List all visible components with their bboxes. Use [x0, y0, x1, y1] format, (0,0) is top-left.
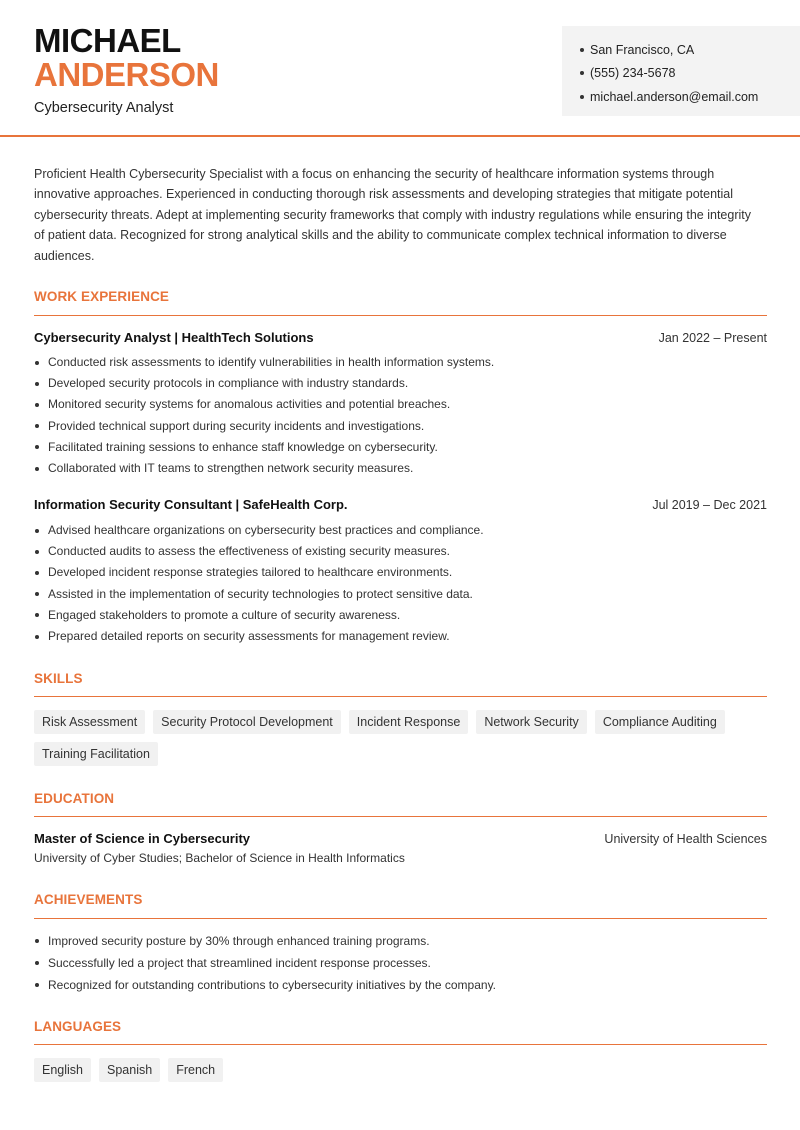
contact-location [580, 38, 800, 62]
bullet-icon [35, 939, 39, 943]
bullet-icon [35, 424, 39, 428]
list-item [34, 394, 767, 415]
job-header [34, 497, 767, 512]
list-item-text: Monitored security systems for anomalous activities and potential breaches. [48, 397, 451, 412]
skill-chip: Training Facilitation [34, 742, 158, 766]
list-item [34, 520, 767, 541]
language-chip: French [168, 1058, 223, 1082]
job-date: Jan 2022 – Present [658, 331, 767, 345]
languages-list [34, 1058, 767, 1082]
job-bullets [34, 520, 767, 647]
list-item-text: Facilitated training sessions to enhance staff knowledge on cybersecurity. [48, 439, 438, 454]
first-name: MICHAEL [34, 22, 181, 59]
list-item-text: Developed security protocols in compliance with industry standards. [48, 376, 409, 391]
section-title-education: EDUCATION [34, 791, 115, 806]
bullet-icon [35, 613, 39, 617]
skills-list [34, 710, 767, 766]
list-item-text: Conducted risk assessments to identify vulnerabilities in health information systems. [48, 355, 495, 369]
skill-chip: Security Protocol Development [153, 710, 341, 734]
contact-location-text: San Francisco, CA [590, 42, 695, 57]
section-title-languages: LANGUAGES [34, 1019, 122, 1034]
education-detail: University of Cyber Studies; Bachelor of Science in Health Informatics [34, 851, 405, 865]
section-divider [34, 816, 767, 817]
section-title-work: WORK EXPERIENCE [34, 289, 170, 304]
contact-phone-text: (555) 234-5678 [590, 66, 676, 81]
list-item [34, 605, 767, 626]
list-item [34, 562, 767, 583]
bullet-icon [580, 95, 584, 99]
list-item [34, 584, 767, 605]
bullet-icon [580, 71, 584, 75]
bullet-icon [35, 382, 39, 386]
list-item [34, 541, 767, 562]
list-item-text: Conducted audits to assess the effectiveness of existing security measures. [48, 544, 450, 559]
bullet-icon [35, 550, 39, 554]
bullet-icon [35, 983, 39, 987]
bullet-icon [580, 48, 584, 52]
section-divider [34, 1044, 767, 1045]
list-item-text: Collaborated with IT teams to strengthen network security measures. [48, 460, 414, 475]
job-date: Jul 2019 – Dec 2021 [652, 498, 767, 512]
bullet-icon [35, 467, 39, 471]
list-item-text: Recognized for outstanding contributions to cybersecurity initiatives by the company. [48, 978, 497, 992]
education-header [34, 831, 767, 846]
contact-phone [580, 62, 800, 86]
language-chip: Spanish [99, 1058, 160, 1082]
summary: Proficient Health Cybersecurity Specialist with a focus on enhancing the security of healthcare information systems through innovative approaches. Experienced in conducting thorough risk assessments and developing strategies that mitigate potential cybersecurity threats. Adept at implementing security frameworks that comply with industry regulations while ensuring the integrity of patient data. Recognized for strong analytical skills and the ability to communicate complex technical information to diverse audiences. [34, 167, 751, 263]
list-item [34, 373, 767, 394]
job-bullets [34, 352, 767, 479]
bullet-icon [35, 361, 39, 365]
skill-chip: Compliance Auditing [595, 710, 725, 734]
bullet-icon [35, 635, 39, 639]
list-item-text: Assisted in the implementation of security technologies to protect sensitive data. [48, 586, 473, 601]
list-item-text: Advised healthcare organizations on cybersecurity best practices and compliance. [48, 523, 484, 537]
contact-box [562, 26, 800, 116]
achievements-list [34, 930, 767, 996]
contact-email-text: michael.anderson@email.com [590, 89, 759, 104]
section-title-achievements: ACHIEVEMENTS [34, 892, 143, 907]
list-item [34, 352, 767, 373]
list-item-text: Successfully led a project that streamlined incident response processes. [48, 956, 431, 970]
list-item-text: Prepared detailed reports on security assessments for management review. [48, 628, 450, 643]
bullet-icon [35, 403, 39, 407]
skill-chip: Network Security [476, 710, 586, 734]
last-name: ANDERSON [34, 56, 219, 93]
contact-email [580, 85, 800, 109]
bullet-icon [35, 445, 39, 449]
section-divider [34, 696, 767, 697]
skill-chip: Risk Assessment [34, 710, 145, 734]
job-title: Cybersecurity Analyst [34, 100, 174, 116]
skill-chip: Incident Response [349, 710, 469, 734]
bullet-icon [35, 529, 39, 533]
section-divider [34, 918, 767, 919]
education-school: University of Health Sciences [604, 832, 767, 846]
list-item [34, 952, 767, 974]
list-item [34, 626, 767, 647]
job-role: Information Security Consultant | SafeHealth Corp. [34, 497, 348, 512]
list-item-text: Engaged stakeholders to promote a culture of security awareness. [48, 607, 401, 622]
job-role: Cybersecurity Analyst | HealthTech Solutions [34, 330, 314, 345]
job-header [34, 330, 767, 345]
bullet-icon [35, 571, 39, 575]
list-item [34, 930, 767, 952]
language-chip: English [34, 1058, 91, 1082]
list-item [34, 458, 767, 479]
list-item-text: Developed incident response strategies tailored to healthcare environments. [48, 565, 453, 580]
list-item [34, 437, 767, 458]
list-item [34, 974, 767, 996]
section-divider [34, 315, 767, 316]
bullet-icon [35, 592, 39, 596]
list-item-text: Improved security posture by 30% through enhanced training programs. [48, 934, 430, 948]
education-degree: Master of Science in Cybersecurity [34, 831, 251, 846]
list-item [34, 416, 767, 437]
bullet-icon [35, 961, 39, 965]
resume-header [0, 0, 800, 137]
section-title-skills: SKILLS [34, 671, 83, 686]
list-item-text: Provided technical support during security incidents and investigations. [48, 418, 425, 433]
